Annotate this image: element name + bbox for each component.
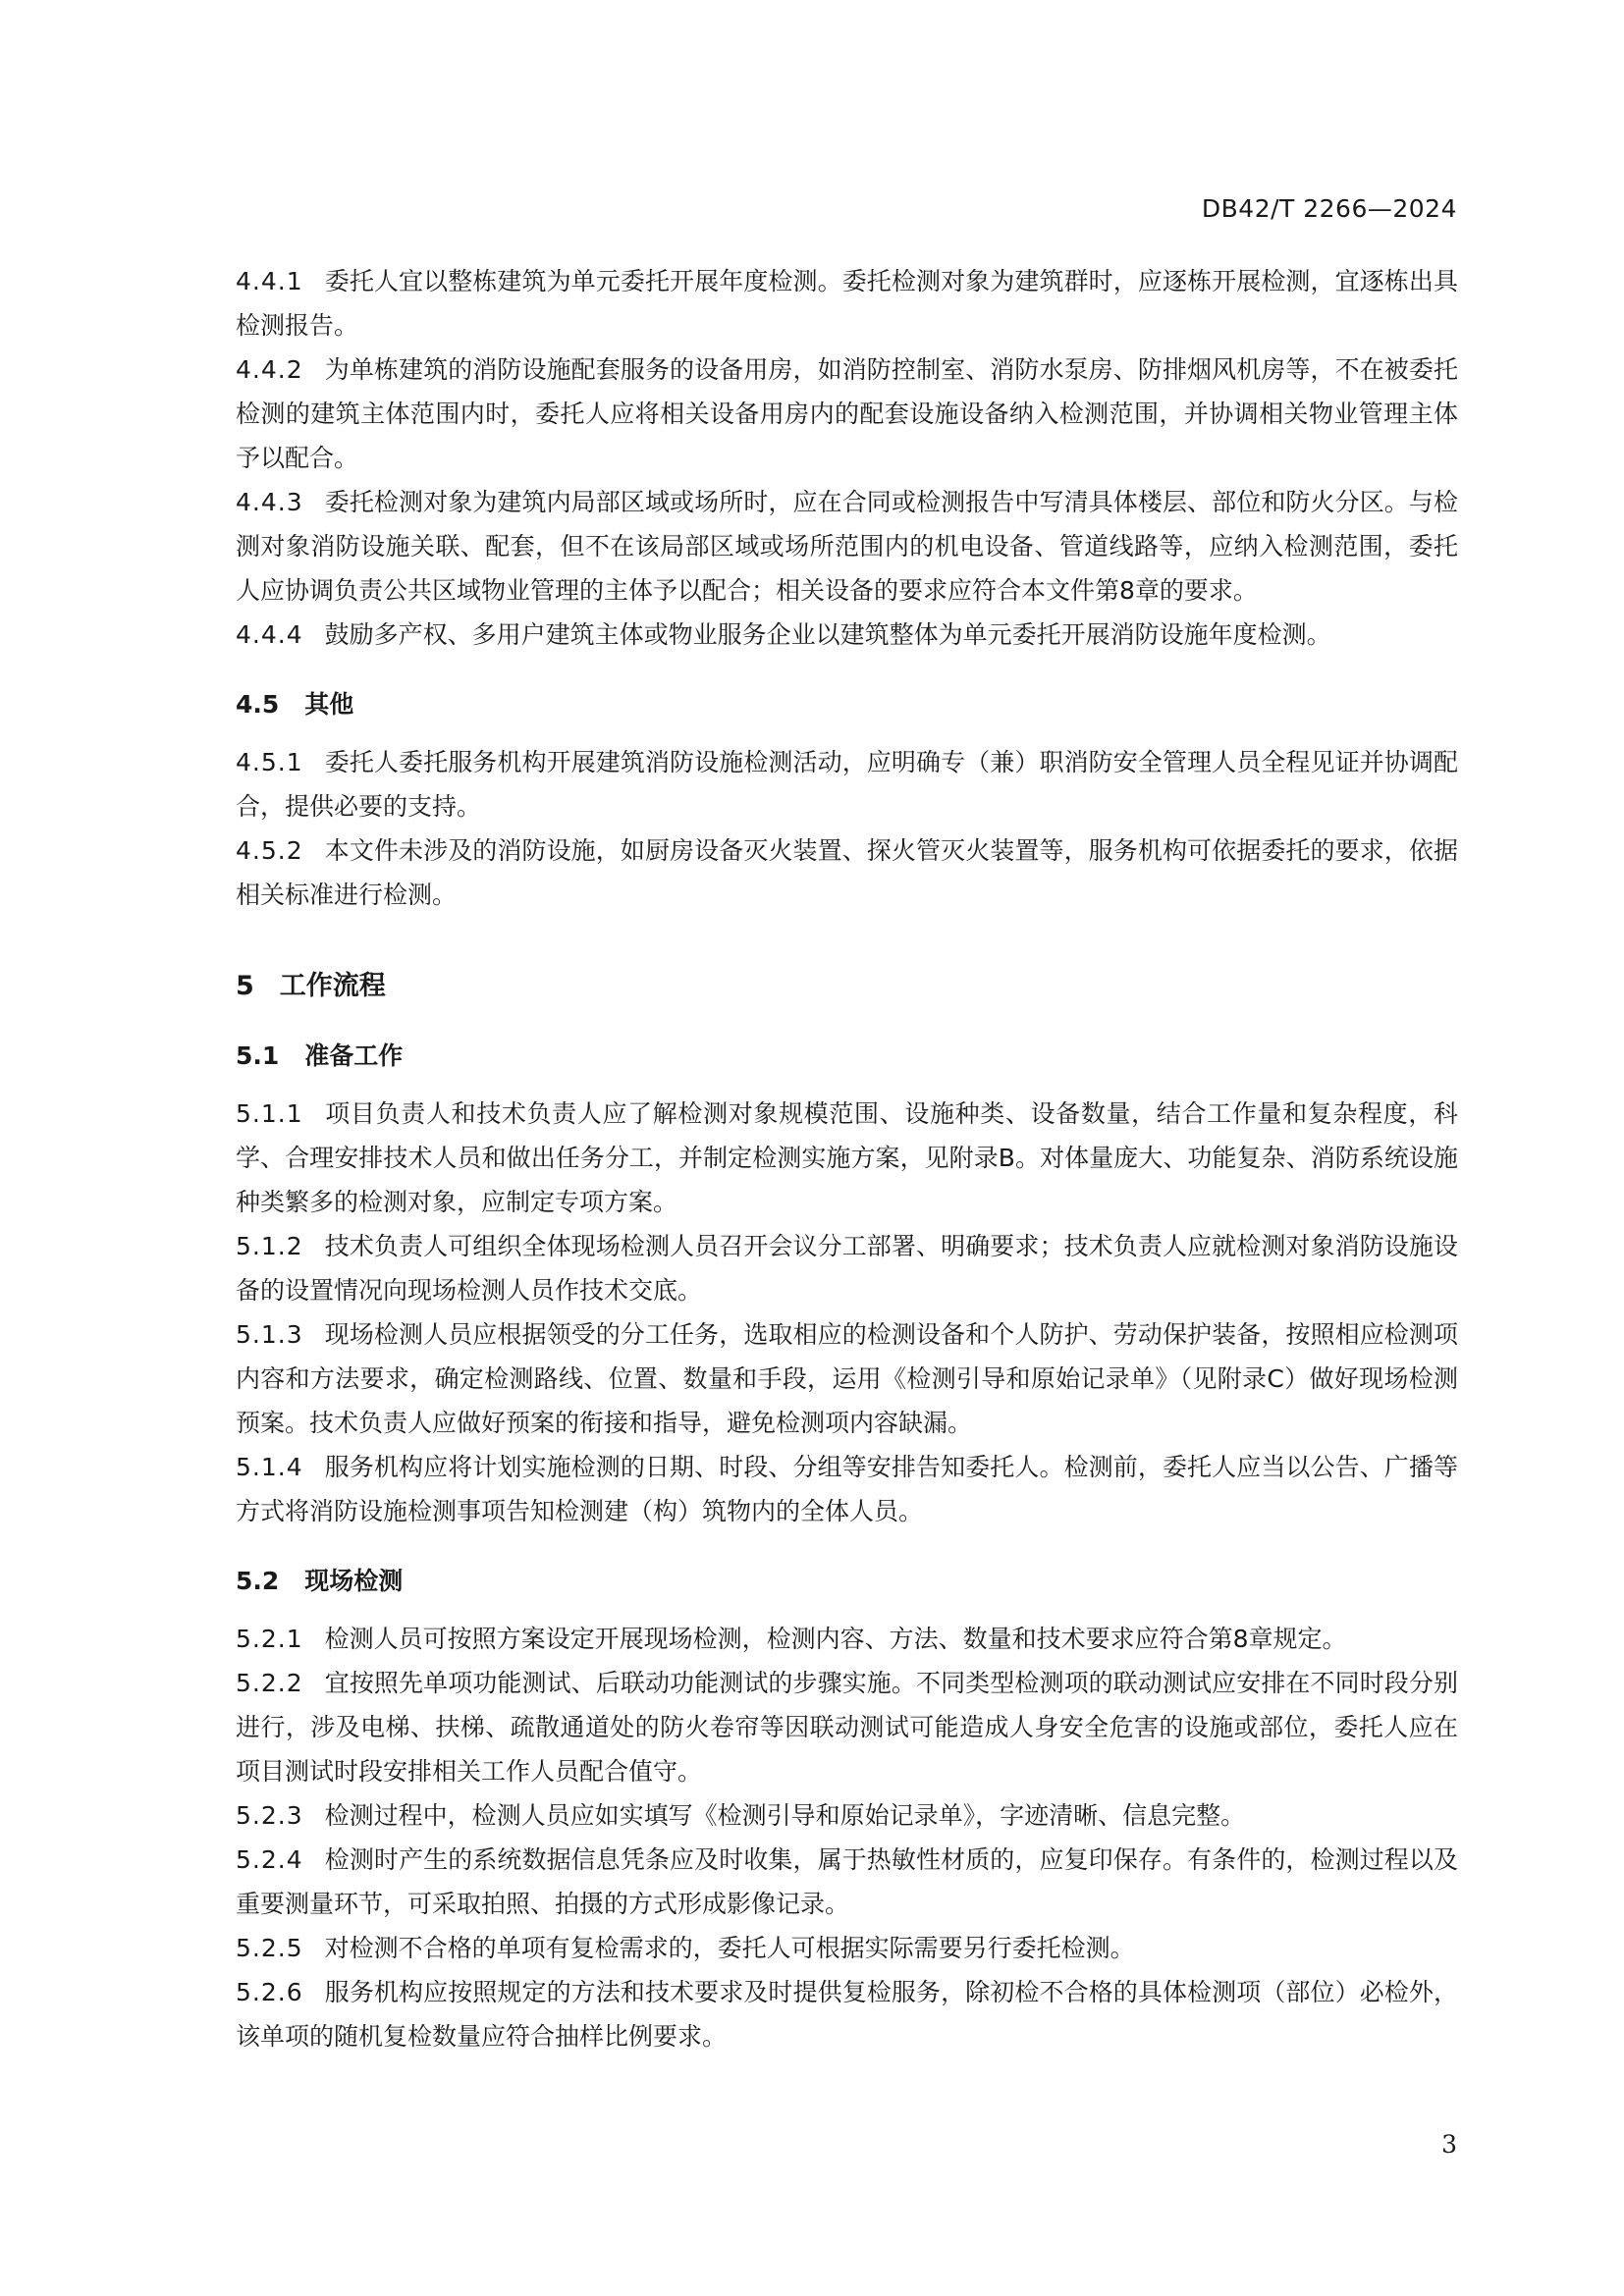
clause-number: 4.4.1 xyxy=(236,267,303,295)
clause-text: 服务机构应按照规定的方法和技术要求及时提供复检服务，除初检不合格的具体检测项（部位）必检外，该单项的随机复检数量应符合抽样比例要求。 xyxy=(236,1978,1458,2051)
clause-number: 4.4.2 xyxy=(236,355,303,384)
heading-number: 5.2 xyxy=(236,1567,280,1595)
clause-number: 5.2.5 xyxy=(236,1934,303,1962)
clause-4-5-2 xyxy=(236,828,1458,917)
clause-5-1-2 xyxy=(236,1224,1458,1312)
clause-4-4-2 xyxy=(236,347,1458,480)
document-code: DB42/T 2266—2024 xyxy=(1201,194,1457,223)
chapter-heading-5 xyxy=(236,964,1458,1008)
clause-number: 4.4.4 xyxy=(236,620,303,649)
heading-title: 现场检测 xyxy=(304,1567,404,1595)
clause-5-2-3 xyxy=(236,1793,1458,1838)
clause-number: 5.2.2 xyxy=(236,1669,303,1697)
heading-title: 工作流程 xyxy=(279,971,386,1001)
clause-number: 5.2.3 xyxy=(236,1801,303,1830)
clause-number: 4.5.1 xyxy=(236,748,303,776)
heading-title: 其他 xyxy=(304,690,354,719)
clause-text: 检测人员可按照方案设定开展现场检测，检测内容、方法、数量和技术要求应符合第8章规定。 xyxy=(324,1625,1347,1653)
clause-number: 5.1.1 xyxy=(236,1099,303,1128)
heading-title: 准备工作 xyxy=(304,1041,404,1070)
clause-number: 4.5.2 xyxy=(236,836,303,865)
clause-text: 宜按照先单项功能测试、后联动功能测试的步骤实施。不同类型检测项的联动测试应安排在不同时段分别进行，涉及电梯、扶梯、疏散通道处的防火卷帘等因联动测试可能造成人身安全危害的设施或部位，委托人应在项目测试时段安排相关工作人员配合值守。 xyxy=(236,1669,1458,1786)
clause-text: 对检测不合格的单项有复检需求的，委托人可根据实际需要另行委托检测。 xyxy=(324,1934,1135,1962)
clause-4-5-1 xyxy=(236,740,1458,828)
clause-text: 本文件未涉及的消防设施，如厨房设备灭火装置、探火管灭火装置等，服务机构可依据委托的要求，依据相关标准进行检测。 xyxy=(236,836,1458,909)
clause-number: 5.2.1 xyxy=(236,1625,303,1653)
clause-number: 5.1.4 xyxy=(236,1453,303,1481)
clause-text: 为单栋建筑的消防设施配套服务的设备用房，如消防控制室、消防水泵房、防排烟风机房等，不在被委托检测的建筑主体范围内时，委托人应将相关设备用房内的配套设施设备纳入检测范围，并协调相关物业管理主体予以配合。 xyxy=(236,355,1458,472)
clause-number: 5.1.3 xyxy=(236,1320,303,1349)
clause-5-2-1 xyxy=(236,1617,1458,1661)
clause-text: 检测过程中，检测人员应如实填写《检测引导和原始记录单》，字迹清晰、信息完整。 xyxy=(324,1801,1246,1830)
clause-number: 5.1.2 xyxy=(236,1232,303,1260)
clause-4-4-3 xyxy=(236,480,1458,613)
heading-number: 5.1 xyxy=(236,1041,280,1070)
clause-text: 技术负责人可组织全体现场检测人员召开会议分工部署、明确要求；技术负责人应就检测对象消防设施设备的设置情况向现场检测人员作技术交底。 xyxy=(236,1232,1458,1305)
clause-text: 鼓励多产权、多用户建筑主体或物业服务企业以建筑整体为单元委托开展消防设施年度检测。 xyxy=(324,620,1331,649)
clause-5-1-1 xyxy=(236,1092,1458,1224)
heading-number: 4.5 xyxy=(236,690,280,719)
clause-4-4-1 xyxy=(236,259,1458,347)
clause-number: 4.4.3 xyxy=(236,488,303,516)
clause-text: 现场检测人员应根据领受的分工任务，选取相应的检测设备和个人防护、劳动保护装备，按照相应检测项内容和方法要求，确定检测路线、位置、数量和手段，运用《检测引导和原始记录单》（见附录C）做好现场检测预案。技术负责人应做好预案的衔接和指导，避免检测项内容缺漏。 xyxy=(236,1320,1458,1437)
section-heading-4-5 xyxy=(236,682,1458,726)
clause-text: 项目负责人和技术负责人应了解检测对象规模范围、设施种类、设备数量，结合工作量和复杂程度，科学、合理安排技术人员和做出任务分工，并制定检测实施方案，见附录B。对体量庞大、功能复杂、消防系统设施种类繁多的检测对象，应制定专项方案。 xyxy=(236,1099,1458,1216)
page-number: 3 xyxy=(1441,2130,1457,2159)
document-body xyxy=(236,259,1458,2058)
clause-text: 检测时产生的系统数据信息凭条应及时收集，属于热敏性材质的，应复印保存。有条件的，检测过程以及重要测量环节，可采取拍照、拍摄的方式形成影像记录。 xyxy=(236,1845,1458,1918)
clause-text: 服务机构应将计划实施检测的日期、时段、分组等安排告知委托人。检测前，委托人应当以公告、广播等方式将消防设施检测事项告知检测建（构）筑物内的全体人员。 xyxy=(236,1453,1458,1525)
heading-number: 5 xyxy=(236,971,254,1001)
clause-4-4-4 xyxy=(236,613,1458,657)
clause-5-2-6 xyxy=(236,1970,1458,2058)
clause-5-1-3 xyxy=(236,1312,1458,1445)
clause-number: 5.2.4 xyxy=(236,1845,303,1874)
section-heading-5-2 xyxy=(236,1559,1458,1603)
clause-5-1-4 xyxy=(236,1445,1458,1533)
clause-text: 委托检测对象为建筑内局部区域或场所时，应在合同或检测报告中写清具体楼层、部位和防火分区。与检测对象消防设施关联、配套，但不在该局部区域或场所范围内的机电设备、管道线路等，应纳入检测范围，委托人应协调负责公共区域物业管理的主体予以配合；相关设备的要求应符合本文件第8章的要求。 xyxy=(236,488,1458,605)
section-heading-5-1 xyxy=(236,1034,1458,1078)
clause-number: 5.2.6 xyxy=(236,1978,303,2006)
clause-5-2-5 xyxy=(236,1926,1458,1970)
clause-text: 委托人委托服务机构开展建筑消防设施检测活动，应明确专（兼）职消防安全管理人员全程见证并协调配合，提供必要的支持。 xyxy=(236,748,1458,821)
clause-5-2-2 xyxy=(236,1661,1458,1793)
clause-5-2-4 xyxy=(236,1838,1458,1926)
clause-text: 委托人宜以整栋建筑为单元委托开展年度检测。委托检测对象为建筑群时，应逐栋开展检测，宜逐栋出具检测报告。 xyxy=(236,267,1458,340)
